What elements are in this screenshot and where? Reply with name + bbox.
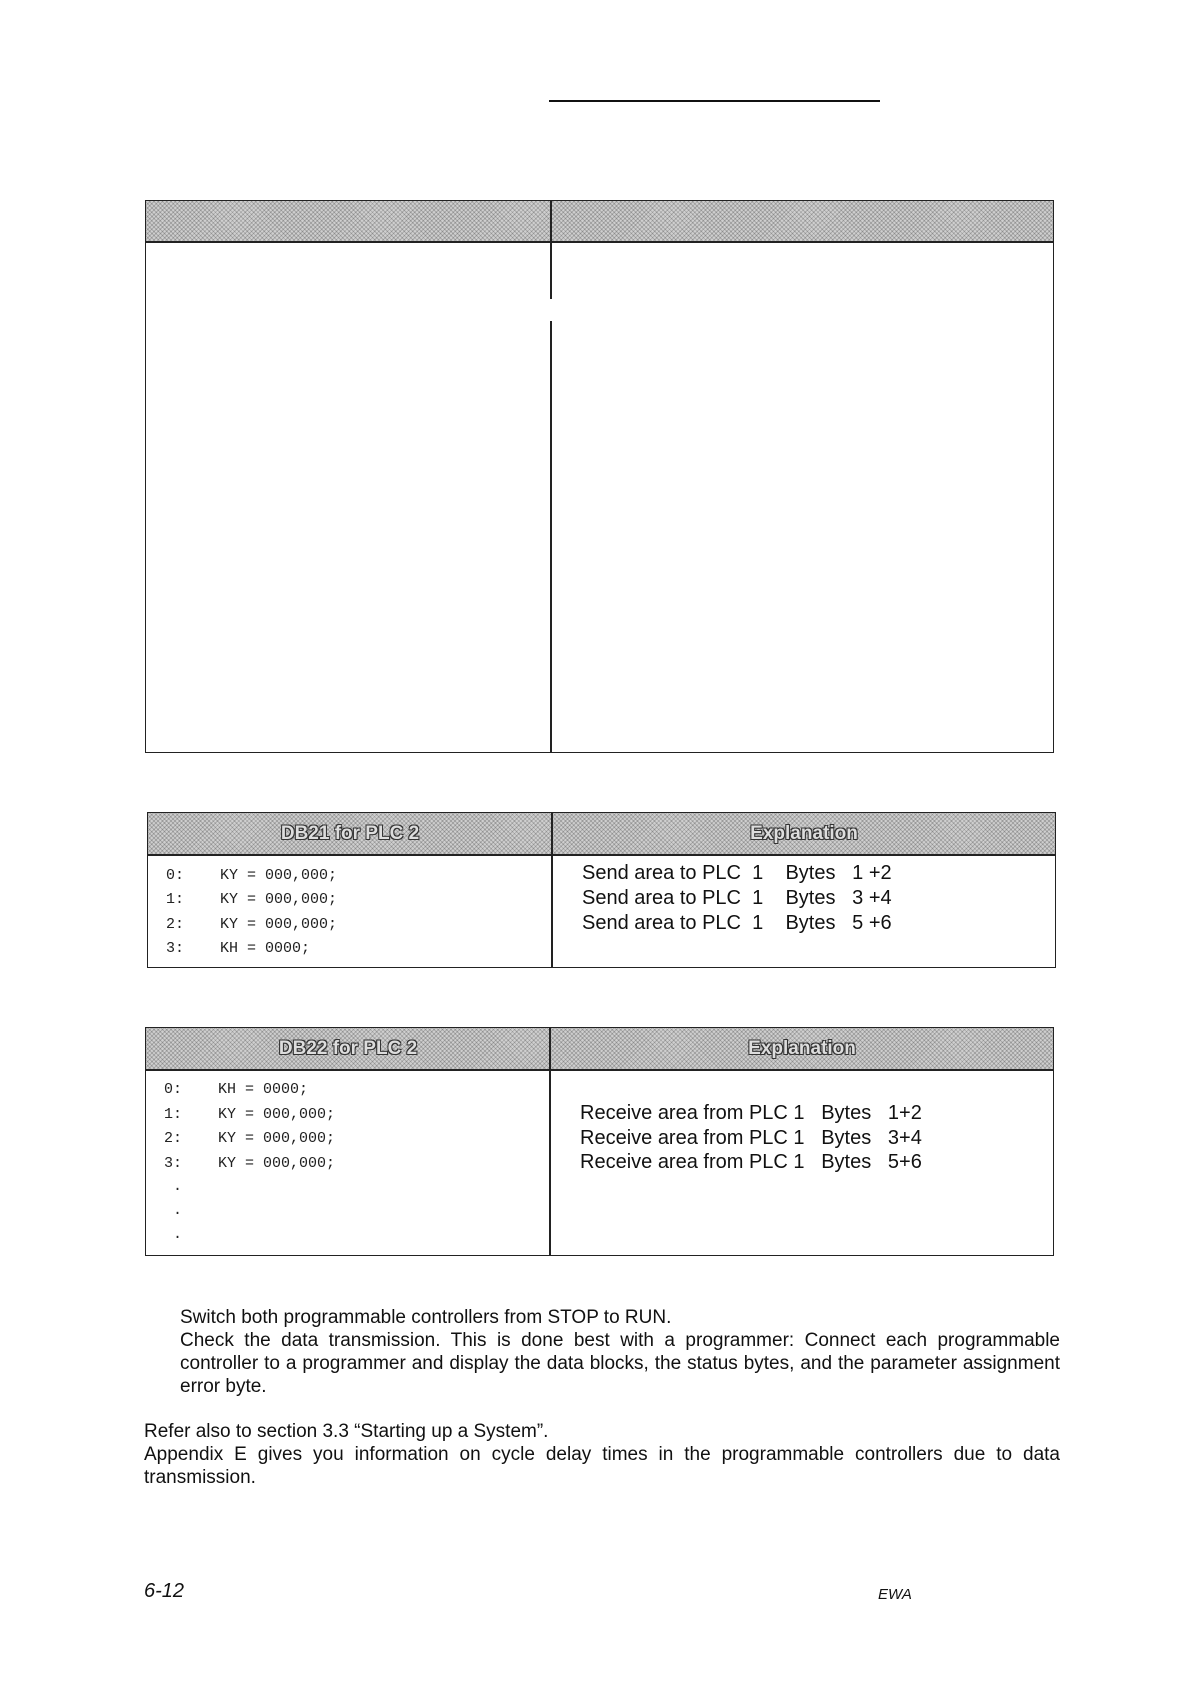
table-db22-divider: [549, 1028, 551, 1255]
table-db21-col2-header: Explanation: [750, 822, 858, 844]
reference-section: Refer also to section 3.3 “Starting up a System”.: [144, 1421, 549, 1442]
table-1-header: [146, 201, 1053, 243]
table-db22-col2-header: Explanation: [748, 1037, 856, 1059]
code-line: 0: KY = 000,000;: [166, 867, 338, 884]
table-1: [145, 200, 1054, 753]
explanation-line: Receive area from PLC 1 Bytes 1+2: [580, 1102, 922, 1124]
code-line: 3: KH = 0000;: [166, 940, 311, 957]
explanation-line: Send area to PLC 1 Bytes 1 +2: [582, 862, 892, 884]
step-check-transmission: Check the data transmission. This is done best with a programmer: Connect each programmable controller to a programmer and display the data blocks, the status bytes, and the parameter assignment error byte.: [180, 1330, 1060, 1397]
table-1-divider-lower: [550, 321, 552, 752]
ellipsis-dot: .: [164, 1202, 183, 1219]
table-db22-header: [146, 1028, 1053, 1071]
code-line: 2: KY = 000,000;: [166, 916, 338, 933]
code-line: 0: KH = 0000;: [164, 1081, 309, 1098]
table-1-col1-header: [146, 201, 551, 241]
step-switch-run: Switch both programmable controllers from STOP to RUN.: [180, 1307, 672, 1328]
table-db21-divider: [551, 813, 553, 967]
code-line: 1: KY = 000,000;: [166, 891, 338, 908]
explanation-line: Receive area from PLC 1 Bytes 3+4: [580, 1127, 922, 1149]
table-db21: [147, 812, 1056, 968]
table-1-divider: [550, 201, 552, 299]
doc-id: EWA: [878, 1586, 912, 1603]
table-db21-header: [148, 813, 1055, 856]
table-db22-col1-header: DB22 for PLC 2: [278, 1037, 418, 1059]
explanation-line: Receive area from PLC 1 Bytes 5+6: [580, 1151, 922, 1173]
table-db22: [145, 1027, 1054, 1256]
appendix-note: Appendix E gives you information on cycle delay times in the programmable controllers due to data transmission.: [144, 1444, 1060, 1488]
ellipsis-dot: .: [164, 1178, 183, 1195]
code-line: 2: KY = 000,000;: [164, 1130, 336, 1147]
explanation-line: Send area to PLC 1 Bytes 5 +6: [582, 912, 892, 934]
page-number: 6-12: [144, 1580, 185, 1602]
top-rule: [549, 100, 880, 102]
explanation-line: Send area to PLC 1 Bytes 3 +4: [582, 887, 892, 909]
table-1-col2-header: [552, 201, 1053, 241]
table-db21-col1-header: DB21 for PLC 2: [280, 822, 420, 844]
ellipsis-dot: .: [164, 1226, 183, 1243]
code-line: 1: KY = 000,000;: [164, 1106, 336, 1123]
code-line: 3: KY = 000,000;: [164, 1155, 336, 1172]
